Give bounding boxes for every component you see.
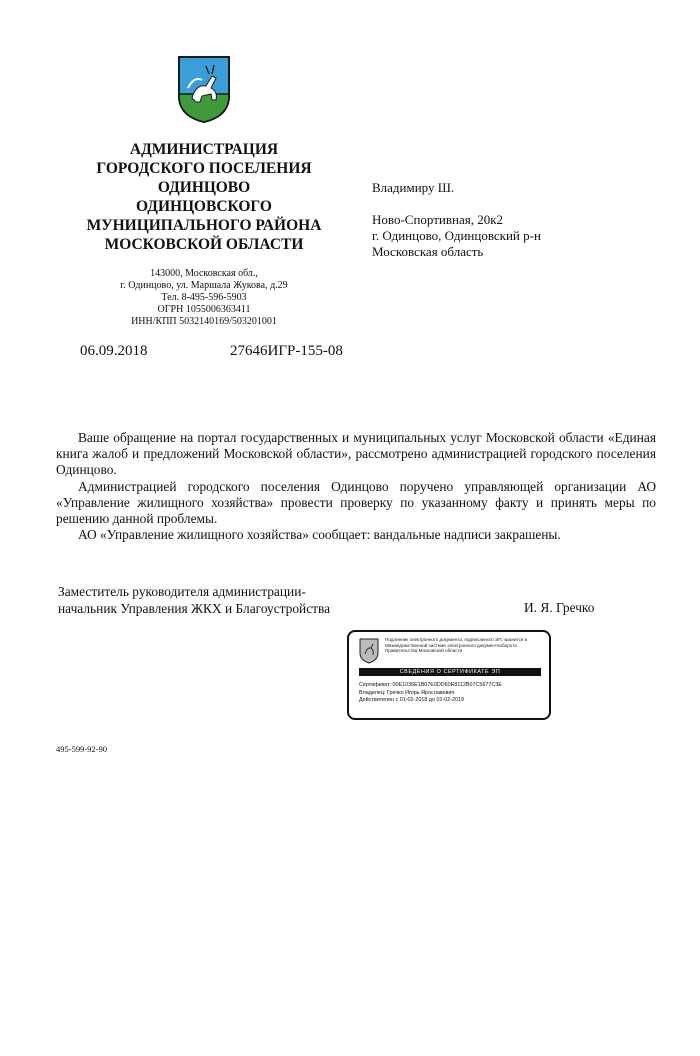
org-line: МУНИЦИПАЛЬНОГО РАЙОНА xyxy=(86,217,322,234)
body-paragraph: Администрацией городского поселения Одинцово поручено управляющей организации АО «Управление жилищного хозяйства» провести проверку по указанному факту и принять меры по решению данной проблемы. xyxy=(56,478,656,527)
document-date: 06.09.2018 xyxy=(80,343,148,359)
org-line: ОДИНЦОВСКОГО xyxy=(136,198,272,215)
address-line: 143000, Московская обл., xyxy=(150,268,258,279)
signatory-position xyxy=(58,584,330,617)
organization-name xyxy=(70,140,338,254)
coat-of-arms-icon xyxy=(359,638,379,664)
recipient-region: Московская область xyxy=(372,244,484,259)
signatory-name: И. Я. Гречко xyxy=(524,600,595,615)
position-line: Заместитель руководителя администрации- xyxy=(58,584,306,599)
address-line: ОГРН 1055006363411 xyxy=(157,304,251,315)
address-line: г. Одинцово, ул. Маршала Жукова, д.29 xyxy=(120,280,288,291)
address-line: ИНН/КПП 5032140169/503201001 xyxy=(131,316,277,327)
coat-of-arms-emblem xyxy=(176,54,232,124)
electronic-signature-stamp xyxy=(347,630,551,720)
org-line: МОСКОВСКОЙ ОБЛАСТИ xyxy=(104,236,304,253)
stamp-details xyxy=(359,682,545,705)
org-line: АДМИНИСТРАЦИЯ xyxy=(129,141,279,158)
certificate-id: Сертификат: 00E1036E1B07E0DD60E8112B07C5677C3E xyxy=(359,682,502,688)
recipient-city: г. Одинцово, Одинцовский р-н xyxy=(372,228,541,243)
document-number: 27646ИГР-155-08 xyxy=(230,343,343,359)
address-line: Тел. 8-495-596-5903 xyxy=(161,292,247,303)
body-paragraph: АО «Управление жилищного хозяйства» сообщает: вандальные надписи закрашены. xyxy=(78,527,561,543)
position-line: начальник Управления ЖКХ и Благоустройства xyxy=(58,600,331,616)
organization-address xyxy=(70,268,338,328)
recipient-street: Ново-Спортивная, 20к2 xyxy=(372,212,504,227)
stamp-title: СВЕДЕНИЯ О СЕРТИФИКАТЕ ЭП xyxy=(359,668,541,676)
org-line: ОДИНЦОВО xyxy=(157,179,251,196)
stamp-note: Подлинник электронного документа, подписанного ЭП, хранится в Межведомственной системе электронного документооборота Правительства Московской области xyxy=(385,637,528,654)
body-paragraph: Ваше обращение на портал государственных и муниципальных услуг Московской области «Единая книга жалоб и предложений Московской области», рассмотрено администрацией городского поселения Одинцово. xyxy=(56,430,656,478)
certificate-validity: Действителен с 01-02-2018 до 01-02-2019 xyxy=(359,697,465,703)
letter-body xyxy=(56,430,656,543)
recipient-name: Владимиру Ш. xyxy=(372,180,455,195)
certificate-owner: Владелец: Гречко Игорь Ярославович xyxy=(359,689,455,696)
org-line: ГОРОДСКОГО ПОСЕЛЕНИЯ xyxy=(96,160,312,177)
recipient-block xyxy=(372,180,541,260)
executor-phone: 495-599-92-90 xyxy=(56,744,107,754)
